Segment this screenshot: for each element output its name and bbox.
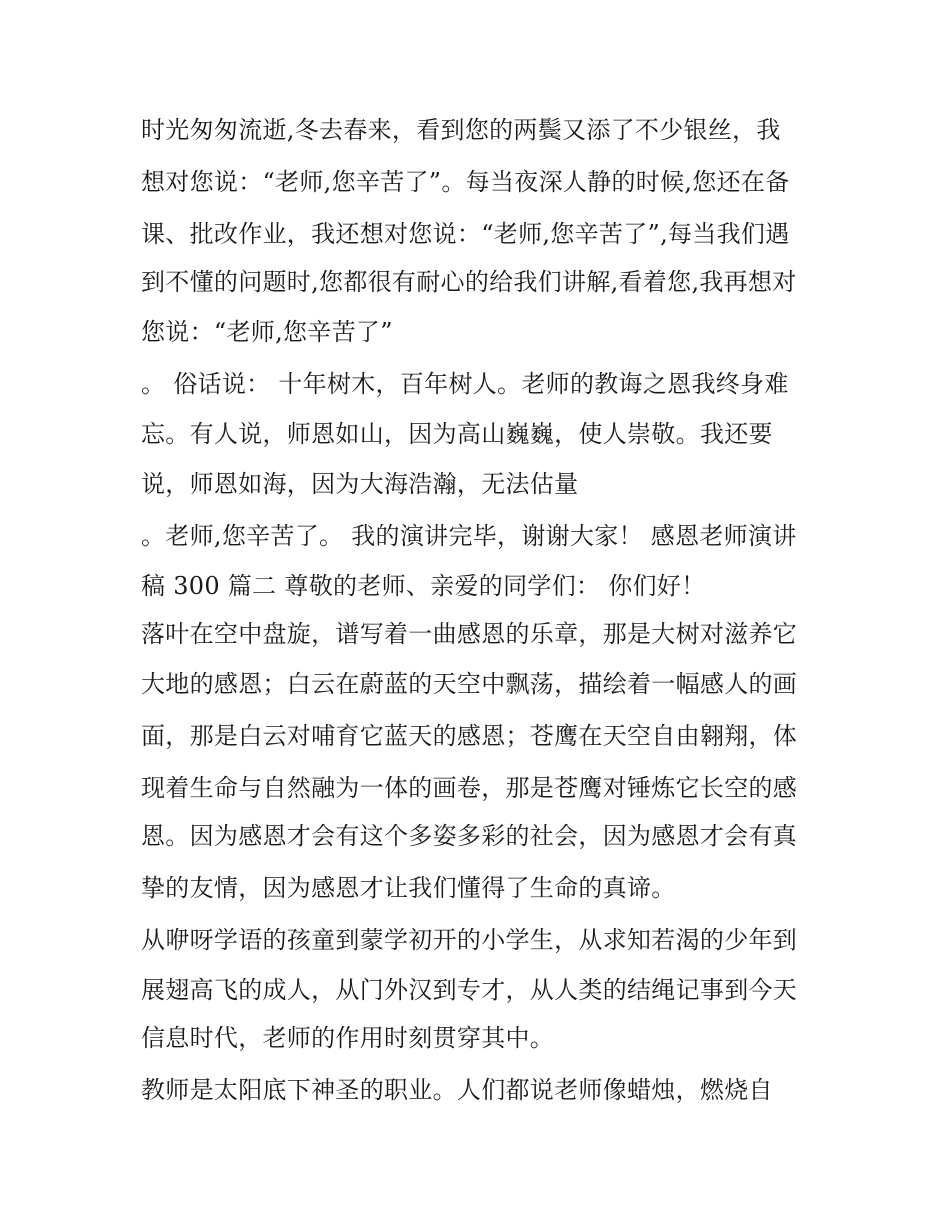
text-line: 现着生命与自然融为一体的画卷，那是苍鹰对锤炼它长空的感	[141, 774, 798, 802]
text-line: 信息时代，老师的作用时刻贯穿其中。	[141, 1024, 555, 1052]
text-line: 忘。有人说，师恩如山，因为高山巍巍，使人崇敬。我还要	[141, 420, 773, 448]
text-line: 到不懂的问题时,您都很有耐心的给我们讲解,看着您,我再想对	[141, 268, 797, 296]
text-line: 教师是太阳底下神圣的职业。人们都说老师像蜡烛，燃烧自	[141, 1076, 773, 1104]
text-line: 您说：“老师,您辛苦了”	[141, 318, 393, 346]
text-line: 时光匆匆流逝,冬去春来，看到您的两鬓又添了不少银丝，我	[141, 116, 781, 144]
text-line: 想对您说：“老师,您辛苦了”。每当夜深人静的时候,您还在备	[141, 168, 790, 196]
text-line: 。 俗话说： 十年树木，百年树人。老师的教诲之恩我终身难	[141, 370, 789, 398]
text-line: 挚的友情，因为感恩才让我们懂得了生命的真谛。	[141, 874, 676, 902]
text-line: 说，师恩如海，因为大海浩瀚，无法估量	[141, 470, 579, 498]
text-line: 面，那是白云对哺育它蓝天的感恩；苍鹰在天空自由翱翔，体	[141, 722, 798, 750]
text-line: 落叶在空中盘旋，谱写着一曲感恩的乐章，那是大树对滋养它	[141, 620, 798, 648]
text-line: 大地的感恩；白云在蔚蓝的天空中飘荡，描绘着一幅感人的画	[141, 670, 798, 698]
text-line: 课、批改作业，我还想对您说：“老师,您辛苦了”,每当我们遇	[141, 220, 790, 248]
text-line: 恩。因为感恩才会有这个多姿多彩的社会，因为感恩才会有真	[141, 822, 798, 850]
text-line: 展翅高飞的成人，从门外汉到专才，从人类的结绳记事到今天	[141, 976, 798, 1004]
text-line: 稿 300 篇二 尊敬的老师、亲爱的同学们： 你们好！	[141, 572, 706, 600]
text-line: 从咿呀学语的孩童到蒙学初开的小学生，从求知若渴的少年到	[141, 926, 798, 954]
text-line: 。老师,您辛苦了。 我的演讲完毕，谢谢大家！ 感恩老师演讲	[141, 522, 797, 550]
